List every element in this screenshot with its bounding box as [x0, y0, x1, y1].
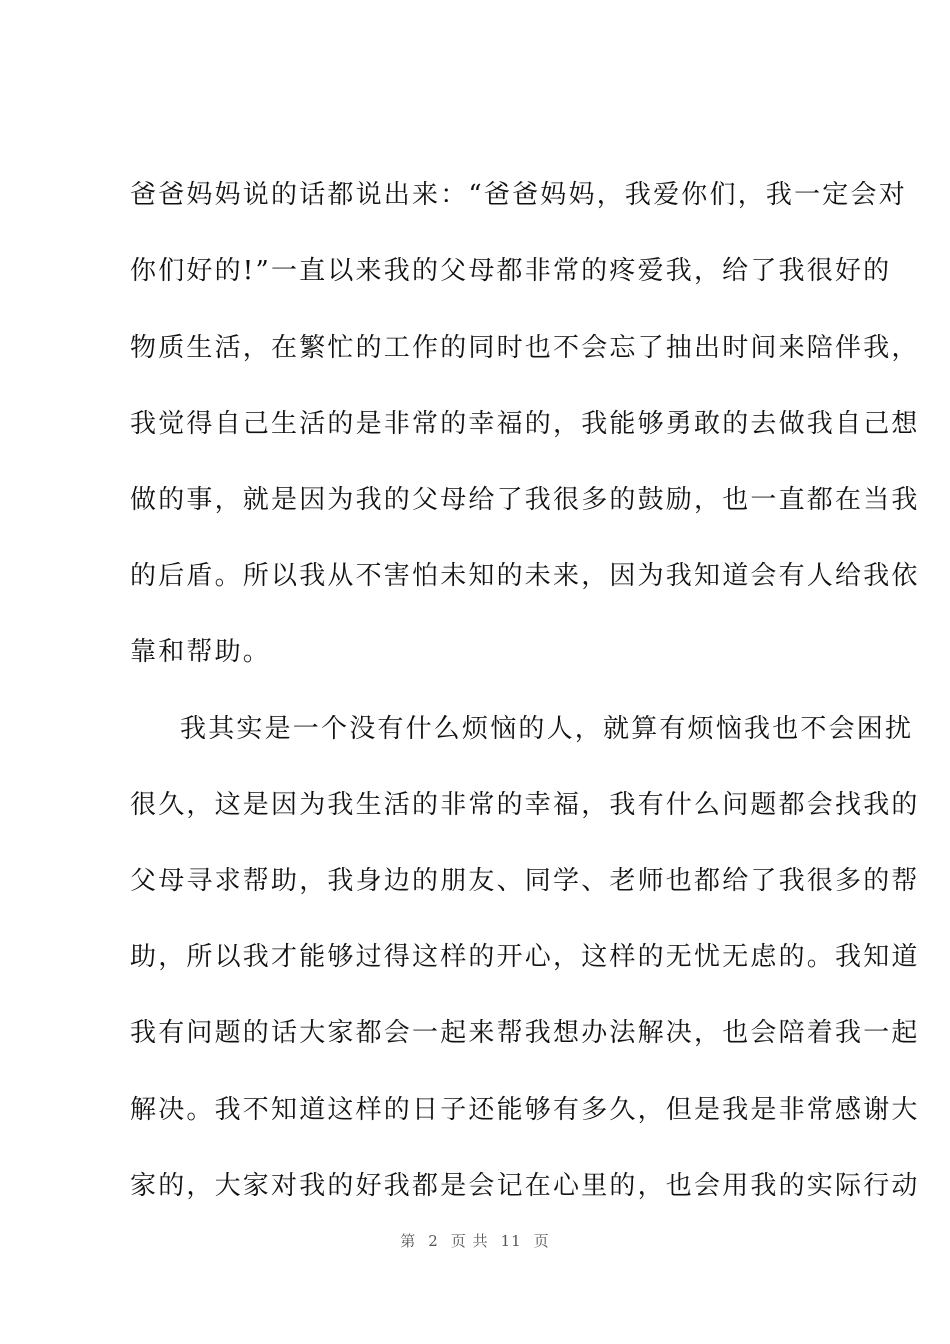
- p2-line-1: 我其实是一个没有什么烦恼的人，就算有烦恼我也不会困扰: [180, 714, 914, 744]
- p1-line-4: 我觉得自己生活的是非常的幸福的，我能够勇敢的去做我自己想: [130, 409, 920, 439]
- p2-line-7: 家的，大家对我的好我都是会记在心里的，也会用我的实际行动: [130, 1171, 920, 1201]
- page-footer: [0, 1230, 950, 1251]
- p2-line-4: 助，所以我才能够过得这样的开心，这样的无忧无虑的。我知道: [130, 942, 920, 972]
- p2-line-5: 我有问题的话大家都会一起来帮我想办法解决，也会陪着我一起: [130, 1018, 920, 1048]
- p2-line-6: 解决。我不知道这样的日子还能够有多久，但是我是非常感谢大: [130, 1095, 920, 1125]
- footer-prefix: 第: [400, 1232, 417, 1250]
- total-pages-number: 11: [500, 1232, 522, 1250]
- footer-middle: 页 共: [450, 1232, 489, 1250]
- p1-line-1: 爸爸妈妈说的话都说出来：“爸爸妈妈，我爱你们，我一定会对: [130, 180, 907, 210]
- p1-line-5: 做的事，就是因为我的父母给了我很多的鼓励，也一直都在当我: [130, 485, 920, 515]
- p1-line-7: 靠和帮助。: [130, 637, 272, 667]
- p2-line-2: 很久，这是因为我生活的非常的幸福，我有什么问题都会找我的: [130, 790, 920, 820]
- p2-line-3: 父母寻求帮助，我身边的朋友、同学、老师也都给了我很多的帮: [130, 866, 920, 896]
- p1-line-6: 的后盾。所以我从不害怕未知的未来，因为我知道会有人给我依: [130, 561, 920, 591]
- current-page-number: 2: [428, 1232, 439, 1250]
- footer-suffix: 页: [533, 1232, 550, 1250]
- p1-line-2: 你们好的!”一直以来我的父母都非常的疼爱我，给了我很好的: [130, 256, 892, 286]
- p1-line-3: 物质生活，在繁忙的工作的同时也不会忘了抽出时间来陪伴我，: [130, 333, 920, 363]
